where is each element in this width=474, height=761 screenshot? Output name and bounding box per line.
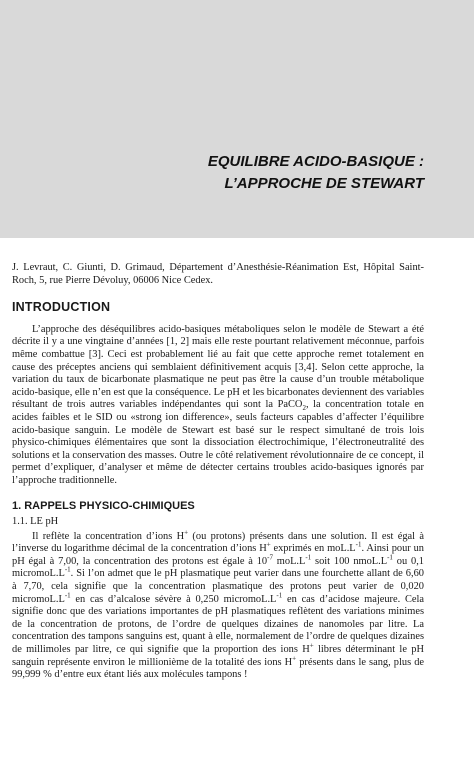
article-body (12, 262, 424, 682)
author-affiliation: J. Levraut, C. Giunti, D. Grimaud, Département d’Anesthésie-Réanimation Est, Hôpital Saint-Roch, 5, rue Pierre Dévoluy, 06006 Nice Cedex. (12, 262, 424, 286)
ph-paragraph: Il reflète la concentration d’ions H+ (ou protons) présents dans une solution. Il est égal à l’inverse du logarithme décimal de la concentration d’ions H+ exprimés en $moL.L^{-1}$. Ainsi pour un pH égal à 7,00, la concentration des protons est égale à $10^{-7}$ $moL.L^{-1}$ soit 100 $nmoL.L^{-1}$ ou 0,1 $micromoL.L^{-1}$. Si l’on admet que le pH plasmatique peut varier dans une fourchette allant de 6,60 à 7,70, cela signifie que la concentration plasmatique des protons peut varier de 0,020 $micromoL.L^{-1}$ en cas d’alcalose sévère à 0,250 $micromoL.L^{-1}$ en cas d’acidose majeure. Cela signifie donc que des variations importantes de pH plasmatiques reflètent des variations minimes de la concentration de protons, de l’ordre de quelques dizaines de nanomoles par litre. La concentration des tampons sanguins est, quant à elle, normalement de l’ordre de quelques dizaines de millimoles par litre, ce qui signifie que la proportion des ions H+ libres déterminant le pH sanguin représente environ le millionième de la totalité des ions H+ présents dans le sang, plus de 99,999 % d’entre eux étant liés aux molécules tampons ! (12, 528, 425, 681)
section-1-1-heading: 1.1. LE pH (12, 516, 59, 528)
introduction-heading: INTRODUCTION (12, 300, 111, 315)
article-title (208, 151, 424, 195)
title-banner (0, 0, 474, 238)
title-line-1: EQUILIBRE ACIDO-BASIQUE : (207, 153, 424, 170)
title-line-2: L’APPROCHE DE STEWART (224, 175, 424, 192)
introduction-paragraph: L’approche des déséquilibres acido-basiques métaboliques selon le modèle de Stewart a été décrite il y a une vingtaine d’années [1, 2] mais elle reste pourtant relativement méconnue, parfois même combattue [3]. Ceci est probablement lié au fait que cette approche remet totalement en cause des préceptes anciens qui semblaient définitivement acquis [3,4]. Selon cette approche, la variation du taux de bicarbonate plasmatique ne peut pas être la cause d’un trouble métabolique acido-basique, elle n’en est que la conséquence. Le pH et les bicarbonates deviennent des variables résultant de trois autres variables indépendantes qui sont la PaCO$_2$, la concentration totale en acides faibles et le SID ou «strong ion difference», seuls facteurs capables d’affecter l’équilibre acido-basique sanguin. Le modèle de Stewart est basé sur le respect simultané de trois lois physico-chimiques élémentaires que sont la dissociation électrochimique, l’électroneutralité des solutions et la conservation des masses. Outre le côté relativement révolutionnaire de ce concept, il permet d’expliquer, d’analyser et même de détecter certains troubles acido-basiques ignorés par l’approche traditionnelle. (12, 323, 424, 486)
section-1-heading: 1. RAPPELS PHYSICO-CHIMIQUES (12, 499, 195, 512)
